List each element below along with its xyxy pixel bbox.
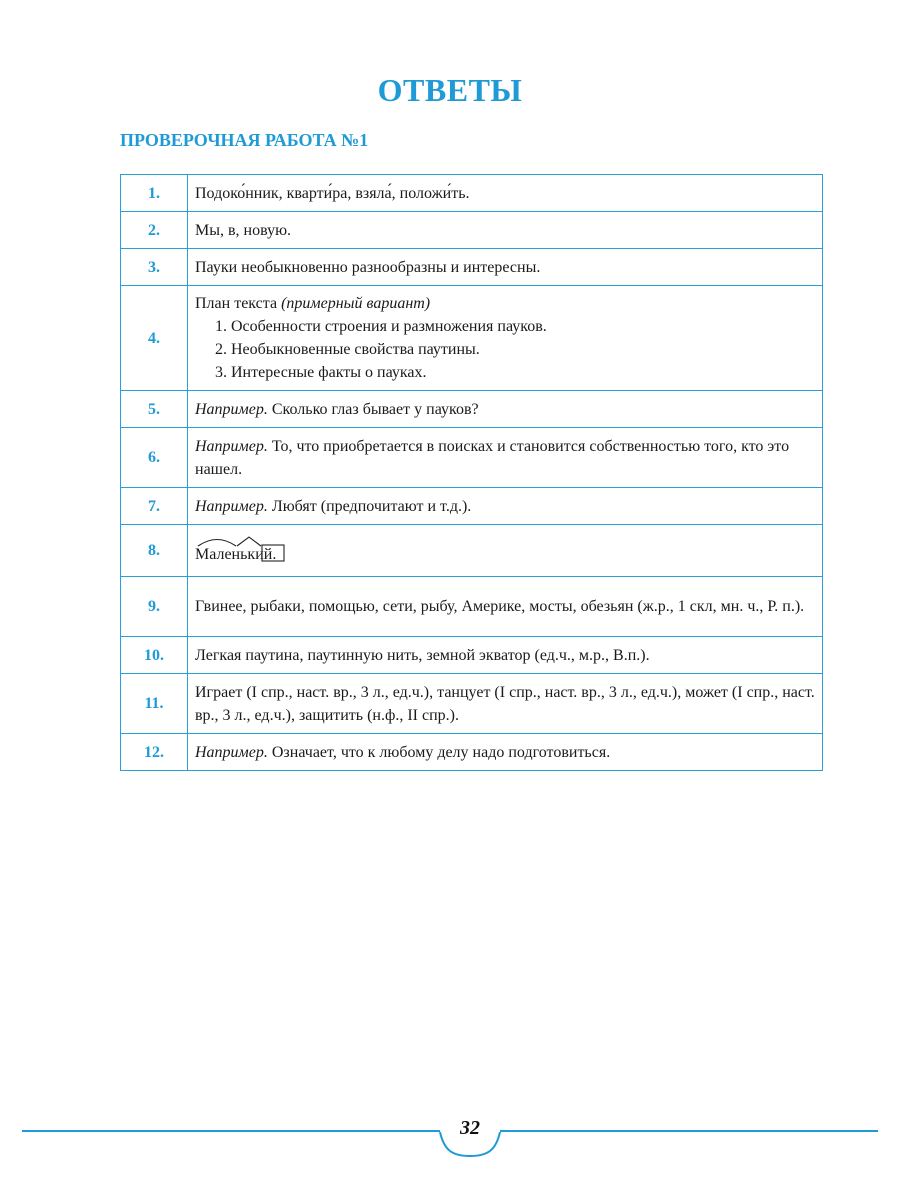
table-row: [121, 175, 823, 212]
morpheme-word: [195, 543, 276, 566]
row-number: 4.: [121, 286, 188, 391]
row-number: 12.: [121, 734, 188, 771]
answer-cell: [188, 674, 823, 734]
suffix-mark: [237, 537, 261, 546]
answer-prefix: Например.: [195, 400, 268, 418]
row-number: 8.: [121, 525, 188, 577]
footer-line-right: [500, 1130, 878, 1132]
row-number: 2.: [121, 212, 188, 249]
answer-text: Любят (предпочитают и т.д.).: [271, 497, 472, 515]
row-number: 3.: [121, 249, 188, 286]
table-row: [121, 286, 823, 391]
answer-cell: [188, 212, 823, 249]
answer-cell: [188, 734, 823, 771]
answer-text: Означает, что к любому делу надо подготовиться.: [271, 743, 611, 761]
answer-cell: [188, 577, 823, 637]
plan-item: 2. Необыкновенные свойства паутины.: [215, 341, 480, 358]
answer-prefix: Например.: [195, 743, 268, 761]
ending-box: [262, 545, 284, 561]
answer-cell: [188, 249, 823, 286]
table-row: [121, 212, 823, 249]
page-number: 32: [460, 1117, 480, 1139]
footer-line-left: [22, 1130, 440, 1132]
plan-heading: [195, 292, 815, 315]
morpheme-marks: [193, 534, 293, 566]
answer-text: Подоко́нник, кварти́ра, взяла́, положи́ть.: [195, 184, 470, 202]
table-row: [121, 577, 823, 637]
answer-text: Легкая паутина, паутинную нить, земной экватор (ед.ч., м.р., В.п.).: [195, 646, 650, 664]
table-row: [121, 428, 823, 488]
word-ending: ий: [255, 546, 273, 563]
answer-text: Мы, в, новую.: [195, 221, 292, 239]
table-row: [121, 488, 823, 525]
row-number: 9.: [121, 577, 188, 637]
row-number: 5.: [121, 391, 188, 428]
row-number: 7.: [121, 488, 188, 525]
table-row: [121, 674, 823, 734]
answer-text: Играет (I спр., наст. вр., 3 л., ед.ч.), танцует (I спр., наст. вр., 3 л., ед.ч.), может (I спр., наст. вр., 3 л., ед.ч.), защитить (н.ф., II спр.).: [195, 683, 815, 724]
root-arc: [198, 540, 236, 547]
word-tail: .: [272, 546, 277, 563]
table-row: [121, 637, 823, 674]
table-row: [121, 249, 823, 286]
table-row: [121, 525, 823, 577]
answer-cell: [188, 428, 823, 488]
answer-cell: [188, 391, 823, 428]
answer-text: То, что приобретается в поисках и становится собственностью того, кто это нашел.: [195, 437, 790, 478]
plan-item: 3. Интересные факты о пауках.: [215, 364, 427, 381]
answer-text: Гвинее, рыбаки, помощью, сети, рыбу, Америке, мосты, обезьян (ж.р., 1 скл, мн. ч., Р. п.).: [195, 598, 805, 615]
answer-text: Сколько глаз бывает у пауков?: [271, 400, 479, 418]
plan-lead: План текста: [195, 295, 278, 312]
answer-cell: [188, 637, 823, 674]
answer-cell: [188, 286, 823, 391]
row-number: 10.: [121, 637, 188, 674]
answer-prefix: Например.: [195, 437, 268, 455]
answer-prefix: Например.: [195, 497, 268, 515]
word-stem: Маленьк: [195, 546, 256, 563]
plan-note: (примерный вариант): [281, 295, 431, 312]
section-title: ПРОВЕРОЧНАЯ РАБОТА №1: [120, 130, 369, 150]
row-number: 6.: [121, 428, 188, 488]
table-row: [121, 391, 823, 428]
row-number: 1.: [121, 175, 188, 212]
table-row: [121, 734, 823, 771]
answer-cell: [188, 175, 823, 212]
page-title: ОТВЕТЫ: [377, 72, 523, 108]
plan-item: 1. Особенности строения и размножения пауков.: [215, 318, 547, 335]
row-number: 11.: [121, 674, 188, 734]
answer-cell: [188, 488, 823, 525]
answer-cell: [188, 525, 823, 577]
answer-text: Пауки необыкновенно разнообразны и интересны.: [195, 258, 541, 276]
answers-table: [120, 174, 823, 771]
